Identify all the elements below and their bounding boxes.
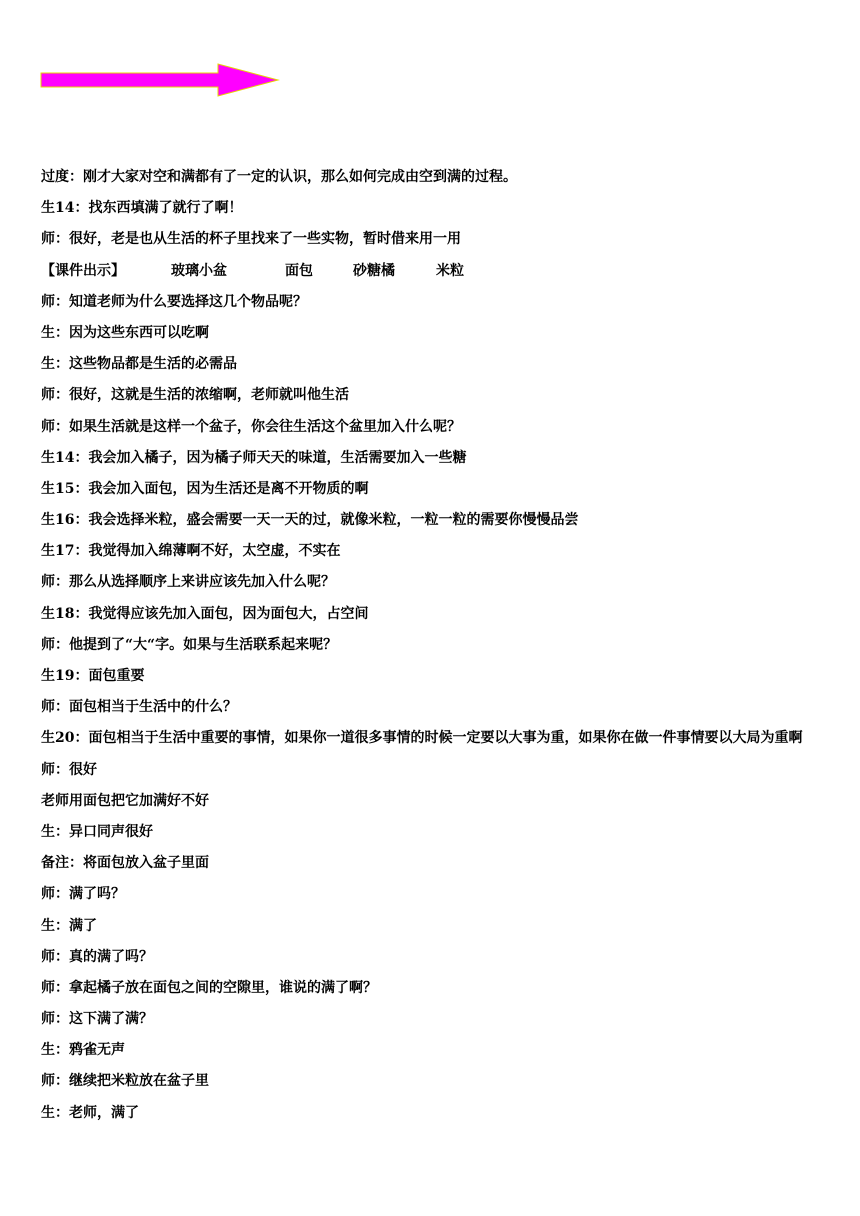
transition-line: 过度：刚才大家对空和满都有了一定的认识，那么如何完成由空到满的过程。 [41,169,517,185]
dialogue-line: 生18：我觉得应该先加入面包，因为面包大，占空间 [41,605,369,622]
arrow-graphic [40,63,280,97]
courseware-title: 【课件出示】 [41,262,125,279]
dialogue-line: 师：这下满了满？ [41,1011,153,1028]
document-body [41,166,831,1133]
courseware-item: 砂糖橘 [353,262,395,279]
dialogue-line: 生14：我会加入橘子，因为橘子师天天的味道，生活需要加入一些糖 [41,449,467,466]
dialogue-line: 师：知道老师为什么要选择这几个物品呢？ [41,293,307,310]
dialogue-line: 生：异口同声很好 [41,823,153,840]
dialogue-line: 生14：找东西填满了就行了啊！ [41,200,243,217]
dialogue-line: 师：那么从选择顺序上来讲应该先加入什么呢？ [41,574,335,591]
dialogue-line: 师：拿起橘子放在面包之间的空隙里，谁说的满了啊？ [41,979,377,996]
dialogue-line: 生：鸦雀无声 [41,1042,125,1059]
dialogue-line: 师：很好 [41,761,97,778]
dialogue-line: 老师用面包把它加满好不好 [41,792,209,809]
dialogue-line: 生：因为这些东西可以吃啊 [41,324,209,341]
dialogue-line: 师：继续把米粒放在盆子里 [41,1073,209,1090]
courseware-item: 玻璃小盆 [171,262,227,279]
dialogue-line: 生17：我觉得加入绵薄啊不好，太空虚，不实在 [41,543,341,560]
dialogue-line: 师：他提到了“大“字。如果与生活联系起来呢？ [41,636,338,653]
courseware-item: 面包 [285,262,313,279]
dialogue-line: 生：满了 [41,917,97,934]
dialogue-line: 师：面包相当于生活中的什么？ [41,699,237,716]
note-line: 备注：将面包放入盆子里面 [41,855,209,872]
courseware-row [41,260,831,282]
dialogue-line: 生：这些物品都是生活的必需品 [41,356,237,373]
dialogue-line: 生19：面包重要 [41,668,145,684]
courseware-item: 米粒 [436,262,464,279]
dialogue-line: 生15：我会加入面包，因为生活还是离不开物质的啊 [41,480,369,497]
arrow-shape [41,64,278,96]
dialogue-line: 师：真的满了吗？ [41,948,153,965]
dialogue-line: 师：很好，这就是生活的浓缩啊，老师就叫他生活 [41,387,349,404]
dialogue-line: 师：很好，老是也从生活的杯子里找来了一些实物，暂时借来用一用 [41,231,461,248]
dialogue-line: 师：满了吗？ [41,886,125,903]
dialogue-line: 生16：我会选择米粒，盛会需要一天一天的过，就像米粒，一粒一粒的需要你慢慢品尝 [41,512,579,529]
dialogue-line: 生：老师，满了 [41,1104,139,1121]
dialogue-line-wrapped: 生20：面包相当于生活中重要的事情，如果你一道很多事情的时候一定要以大事为重，如果你在做一件事情要以大局为重啊 [41,730,803,747]
dialogue-line: 师：如果生活就是这样一个盆子，你会往生活这个盆里加入什么呢？ [41,418,461,435]
